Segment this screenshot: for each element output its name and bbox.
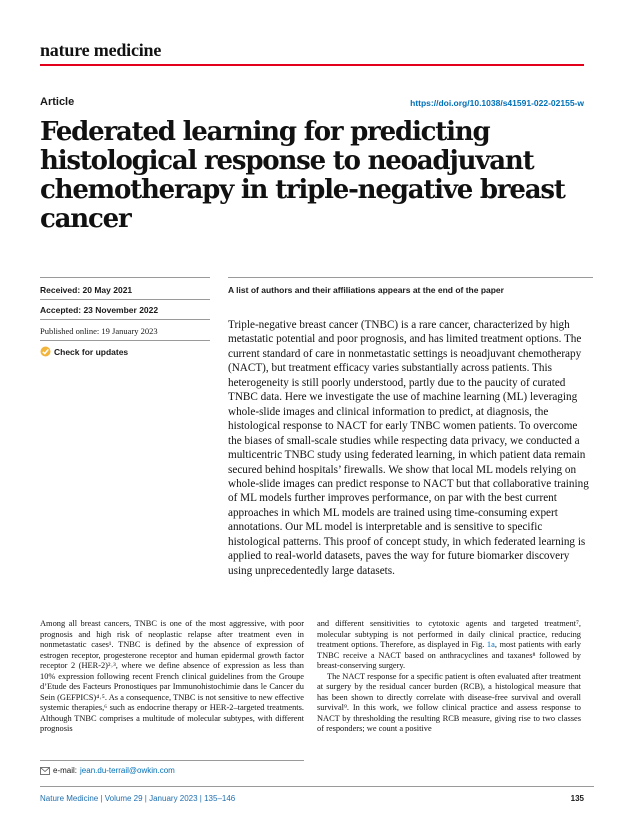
body-column-right	[317, 619, 581, 735]
footnote-rule	[40, 760, 304, 761]
figure-link[interactable]: 1a	[486, 640, 495, 650]
article-type: Article	[40, 96, 75, 108]
meta-divider	[40, 340, 210, 341]
body-text: and different sensitivities to cytotoxic agents and targeted treatment⁷, molecular subtyping is not performed in daily clinical practice, reducing treatment options. Therefore, as displayed in Fig.	[317, 619, 581, 650]
journal-name: nature medicine	[40, 40, 162, 60]
doi-link[interactable]: https://doi.org/10.1038/s41591-022-02155-w	[410, 98, 584, 108]
footer-journal-info: Nature Medicine | Volume 29 | January 2023 | 135–146	[40, 794, 236, 803]
footer-rule	[40, 786, 594, 787]
check-updates-icon	[40, 346, 51, 357]
body-paragraph: The NACT response for a specific patient is often evaluated after treatment at surgery by the residual cancer burden (RCB), a histological measure that has been shown to directly correlate with disease-free survival and overall survival⁹. In this work, we follow clinical practice and assess response to NACT by thresholding the resulting RCB measure, giving rise to two classes of responders; we count a positive	[317, 671, 581, 734]
envelope-icon	[40, 767, 50, 775]
authors-rule	[228, 277, 593, 278]
article-title: Federated learning for predicting histological response to neoadjuvant chemotherapy in triple-negative breast cancer	[40, 117, 565, 234]
correspondence	[40, 766, 175, 775]
body-paragraph	[317, 619, 581, 672]
body-column-left	[40, 619, 304, 735]
meta-divider	[40, 299, 210, 300]
header-rule	[40, 64, 584, 66]
check-updates-label: Check for updates	[54, 346, 129, 357]
body-text: , most patients with early TNBC receive a NACT based on anthracyclines and taxanes⁸ followed by breast-conserving surgery.	[317, 640, 581, 671]
accepted-date: Accepted: 23 November 2022	[40, 305, 159, 315]
authors-note: A list of authors and their affiliations appears at the end of the paper	[228, 285, 504, 295]
abstract: Triple-negative breast cancer (TNBC) is a rare cancer, characterized by high metastatic potential and poor prognosis, and has limited treatment options. The current standard of care in nonmetastatic settings is neoadjuvant chemotherapy (NACT), but treatment efficacy varies substantially across patients. This heterogeneity is still poorly understood, partly due to the paucity of curated TNBC data. Here we investigate the use of machine learning (ML) leveraging whole-slide images and clinical information to predict, at diagnosis, the histological response to NACT for early TNBC women patients. To overcome the biases of small-scale studies while respecting data privacy, we conducted a multicentric TNBC study using federated learning, in which patient data remain secured behind hospitals’ firewalls. We show that local ML models relying on whole-slide images can predict response to NACT but that collaborative training of ML models further improves performance, on par with the best current approaches in which ML models are trained using time-consuming expert annotations. Our ML model is interpretable and is sensitive to specific histological patterns. This proof of concept study, in which federated learning is applied to real-world datasets, paves the way for future biomarker discovery using unprecedentedly large datasets.	[228, 319, 589, 577]
email-label: e-mail:	[53, 766, 78, 775]
page-number: 135	[570, 794, 584, 803]
check-updates-button[interactable]	[40, 346, 128, 357]
received-date: Received: 20 May 2021	[40, 285, 133, 295]
body-paragraph: Among all breast cancers, TNBC is one of the most aggressive, with poor prognosis and high risk of neoplastic relapse after treatment even in nonmetastatic cases¹. TNBC is defined by the absence of expression of estrogen receptor, progesterone receptor and human epidermal growth factor receptor 2 (HER-2)²˒³, where we define absence of expression as less than 10% expression following recent French clinical guidelines from the Groupe d’Etude des Facteurs Pronostiques par Immunohistochimie dans le Cancer du Sein (GEFPICS)⁴˒⁵. As a consequence, TNBC is not sensitive to new effective systemic therapies,⁶ such as endocrine therapy or HER-2–targeted treatments. Although TNBC comprises a multitude of molecular subtypes, with different prognosis	[40, 619, 304, 734]
published-date: Published online: 19 January 2023	[40, 326, 158, 336]
meta-divider	[40, 319, 210, 320]
meta-rule	[40, 277, 210, 278]
email-link[interactable]: jean.du-terrail@owkin.com	[80, 766, 175, 775]
